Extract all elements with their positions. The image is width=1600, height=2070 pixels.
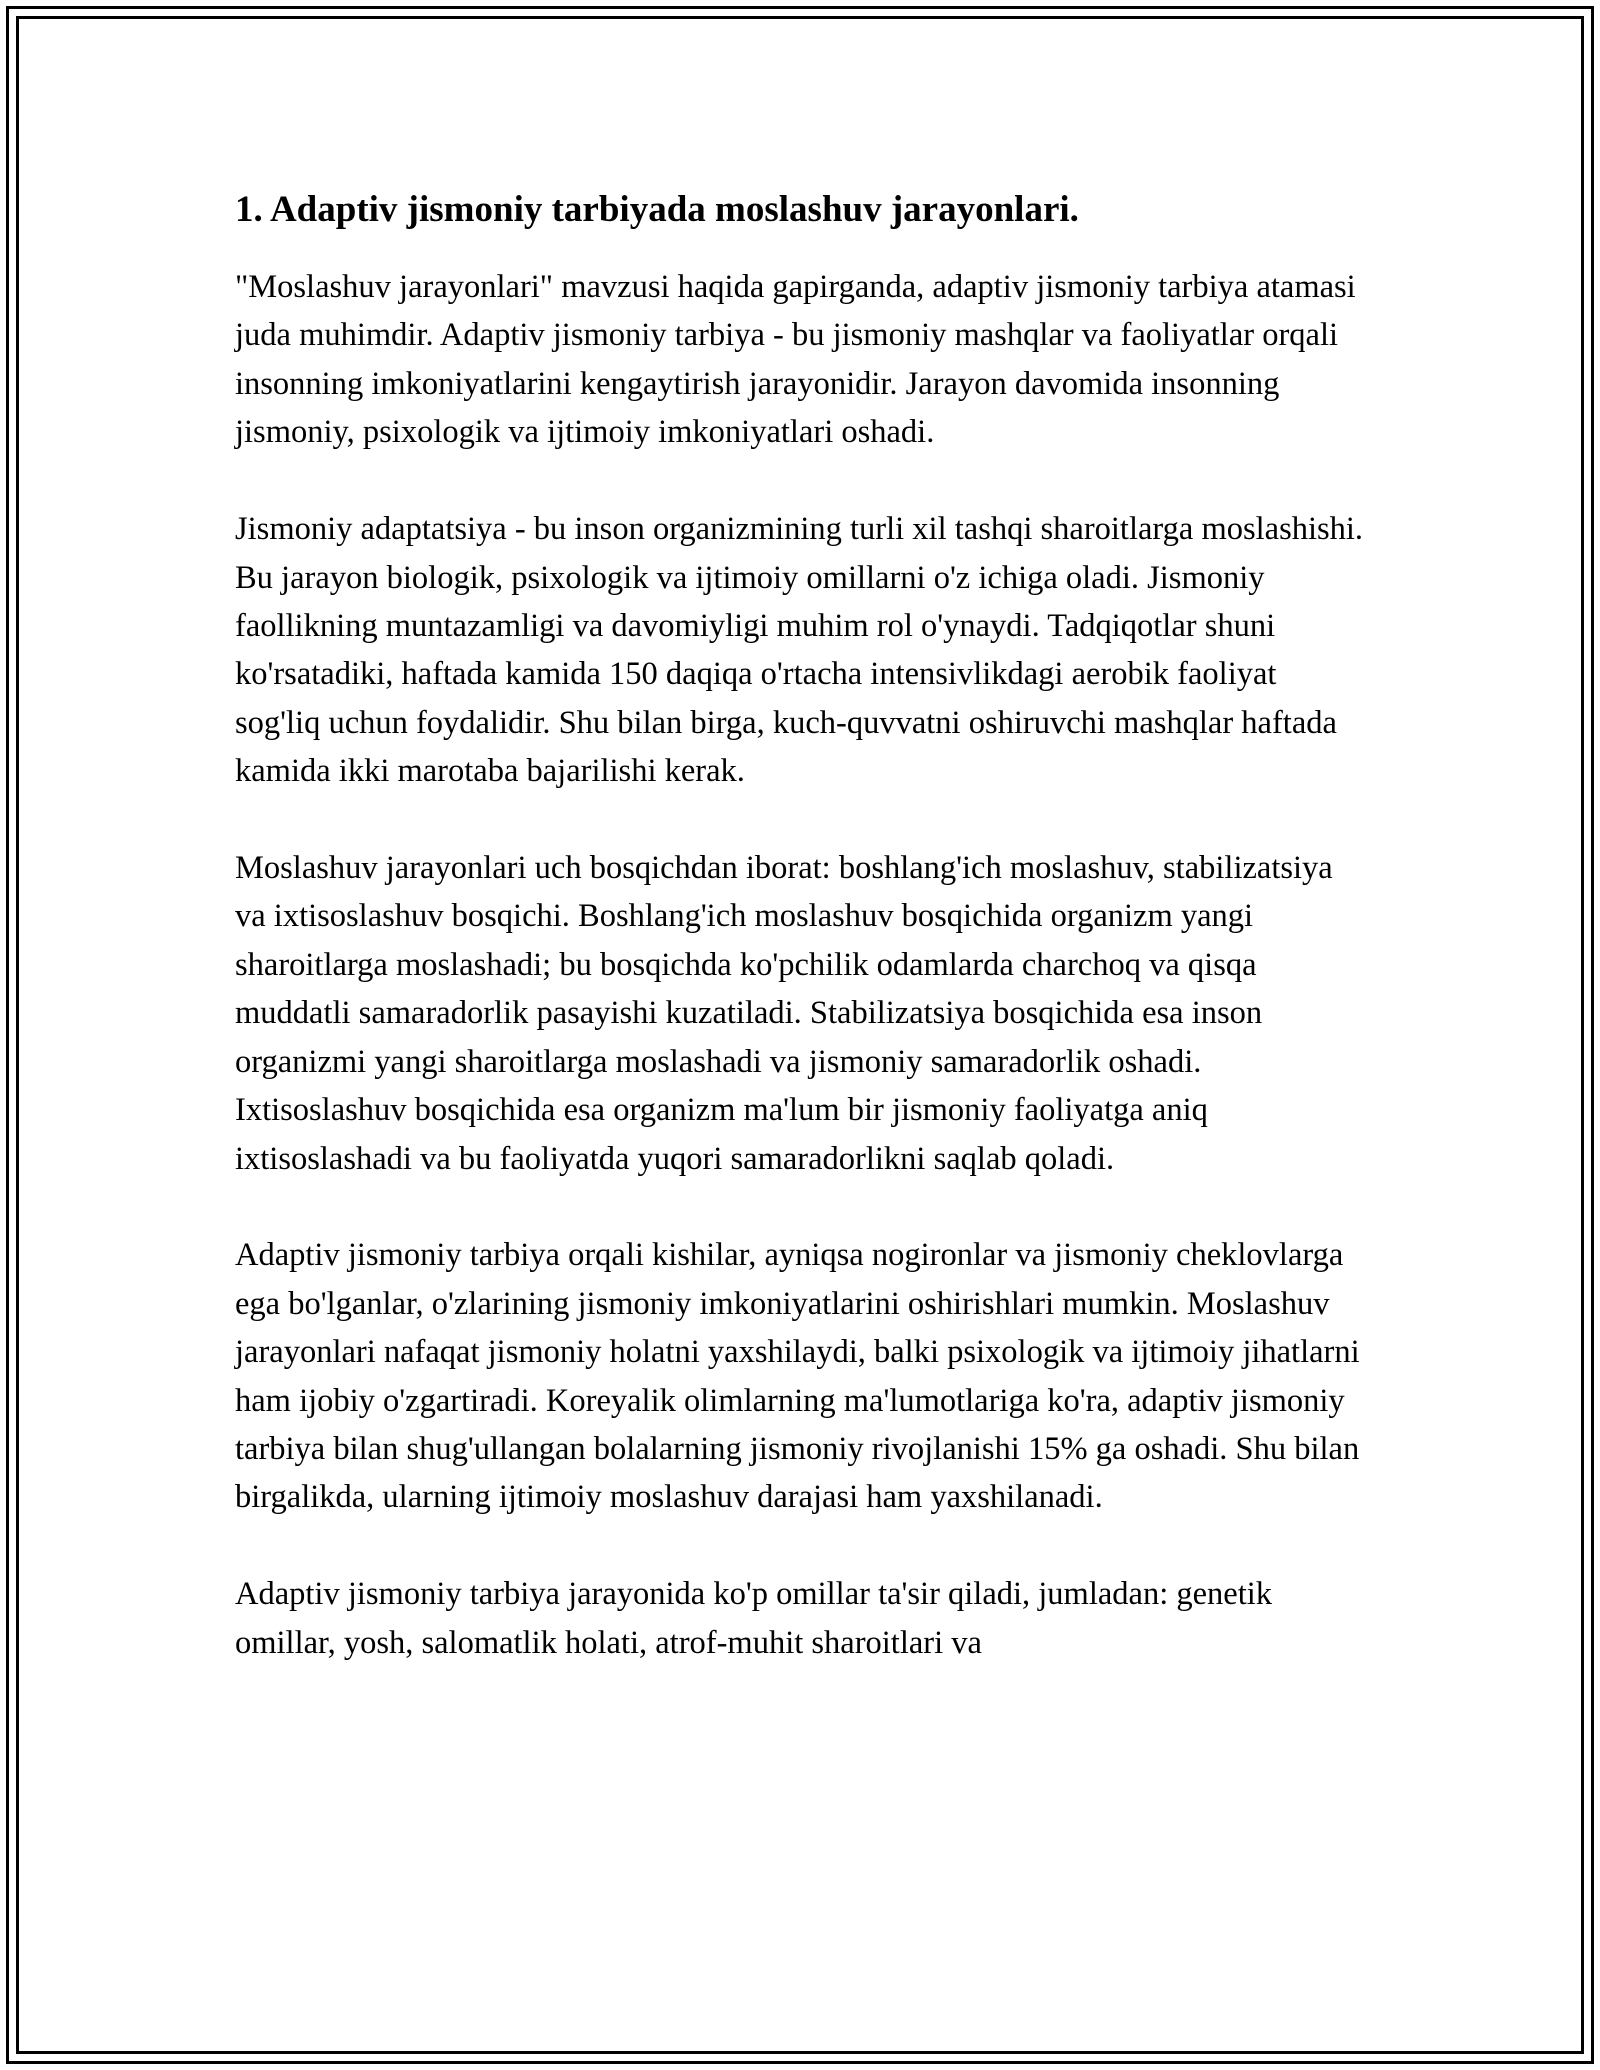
paragraph-2: Jismoniy adaptatsiya - bu inson organizmining turli xil tashqi sharoitlarga moslashishi. Bu jarayon biologik, psixologik va ijtimoiy omillarni o'z ichiga oladi. Jismoniy faollikning muntazamligi va davomiyligi muhim rol o'ynaydi. Tadqiqotlar shuni ko'rsatadiki, haftada kamida 150 daqiqa o'rtacha intensivlikdagi aerobik faoliyat sog'liq uchun foydalidir. Shu bilan birga, kuch-quvvatni oshiruvchi mashqlar haftada kamida ikki marotaba bajarilishi kerak. (235, 511, 1364, 790)
paragraph-4: Adaptiv jismoniy tarbiya orqali kishilar, ayniqsa nogironlar va jismoniy cheklovlarga ega bo'lganlar, o'zlarining jismoniy imkoniyatlarini oshirishlari mumkin. Moslashuv jarayonlari nafaqat jismoniy holatni yaxshilaydi, balki psixologik va ijtimoiy jihatlarni ham ijobiy o'zgartiradi. Koreyalik olimlarning ma'lumotlariga ko'ra, adaptiv jismoniy tarbiya bilan shug'ullangan bolalarning jismoniy rivojlanishi 15% ga oshadi. Shu bilan birgalikda, ularning ijtimoiy moslashuv darajasi ham yaxshilanadi. (235, 1237, 1360, 1516)
section-title: 1. Adaptiv jismoniy tarbiyada moslashuv jarayonlari. (235, 189, 1079, 230)
paragraph-3: Moslashuv jarayonlari uch bosqichdan iborat: boshlang'ich moslashuv, stabilizatsiya va ixtisoslashuv bosqichi. Boshlang'ich moslashuv bosqichida organizm yangi sharoitlarga moslashadi; bu bosqichda ko'pchilik odamlarda charchoq va qisqa muddatli samaradorlik pasayishi kuzatiladi. Stabilizatsiya bosqichida esa inson organizmi yangi sharoitlarga moslashadi va jismoniy samaradorlik oshadi. Ixtisoslashuv bosqichida esa organizm ma'lum bir jismoniy faoliyatga aniq ixtisoslashadi va bu faoliyatda yuqori samaradorlikni saqlab qoladi. (235, 850, 1333, 1177)
document-body (235, 186, 1365, 1716)
paragraph-1: "Moslashuv jarayonlari" mavzusi haqida gapirganda, adaptiv jismoniy tarbiya atamasi juda muhimdir. Adaptiv jismoniy tarbiya - bu jismoniy mashqlar va faoliyatlar orqali insonning imkoniyatlarini kengaytirish jarayonidir. Jarayon davomida insonning jismoniy, psixologik va ijtimoiy imkoniyatlari oshadi. (235, 269, 1356, 451)
paragraph-5: Adaptiv jismoniy tarbiya jarayonida ko'p omillar ta'sir qiladi, jumladan: genetik omillar, yosh, salomatlik holati, atrof-muhit sharoitlari va (235, 1576, 1273, 1661)
